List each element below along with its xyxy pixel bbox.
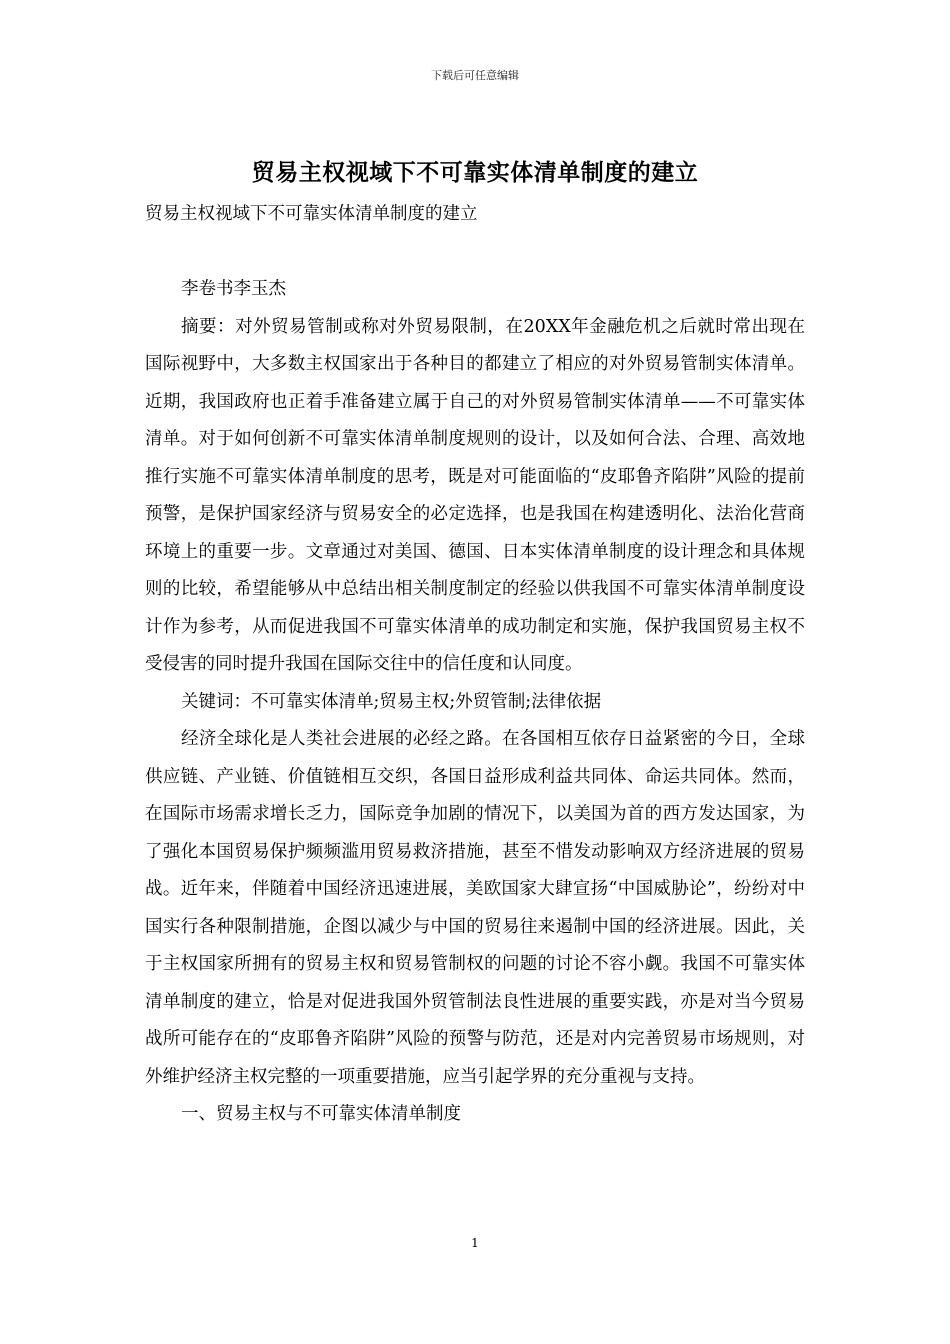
document-body (145, 196, 805, 1134)
keywords-paragraph: 关键词：不可靠实体清单;贸易主权;外贸管制;法律依据 (181, 691, 602, 712)
intro-paragraph: 经济全球化是人类社会进展的必经之路。在各国相互依存日益紧密的今日，全球供应链、产业链、价值链相互交织，各国日益形成利益共同体、命运共同体。然而，在国际市场需求增长乏力，国际竞争加剧的情况下，以美国为首的西方发达国家，为了强化本国贸易保护频频滥用贸易救济措施，甚至不惜发动影响双方经济进展的贸易战。近年来，伴随着中国经济迅速进展，美欧国家大肆宣扬“中国威胁论”，纷纷对中国实行各种限制措施，企图以减少与中国的贸易往来遏制中国的经济进展。因此，关于主权国家所拥有的贸易主权和贸易管制权的问题的讨论不容小觑。我国不可靠实体清单制度的建立，恰是对促进我国外贸管制法良性进展的重要实践，亦是对当今贸易战所可能存在的“皮耶鲁齐陷阱”风险的预警与防范，还是对内完善贸易市场规则，对外维护经济主权完整的一项重要措施，应当引起学界的充分重视与支持。 (145, 729, 805, 1087)
authors: 李卷书李玉杰 (181, 279, 286, 299)
document-title: 贸易主权视域下不可靠实体清单制度的建立 (251, 159, 699, 186)
page-number: 1 (471, 1236, 479, 1250)
header-note: 下载后可任意编辑 (431, 69, 519, 82)
section-heading: 一、贸易主权与不可靠实体清单制度 (181, 1104, 461, 1124)
abstract-paragraph: 摘要：对外贸易管制或称对外贸易限制，在20XX年金融危机之后就时常出现在国际视野中，大多数主权国家出于各种目的都建立了相应的对外贸易管制实体清单。近期，我国政府也正着手准备建立属于自己的对外贸易管制实体清单——不可靠实体清单。对于如何创新不可靠实体清单制度规则的设计，以及如何合法、合理、高效地推行实施不可靠实体清单制度的思考，既是对可能面临的“皮耶鲁齐陷阱”风险的提前预警，是保护国家经济与贸易安全的必定选择，也是我国在构建透明化、法治化营商环境上的重要一步。文章通过对美国、德国、日本实体清单制度的设计理念和具体规则的比较，希望能够从中总结出相关制度制定的经验以供我国不可靠实体清单制度设计作为参考，从而促进我国不可靠实体清单的成功制定和实施，保护我国贸易主权不受侵害的同时提升我国在国际交往中的信任度和认同度。 (145, 316, 805, 674)
document-subtitle: 贸易主权视域下不可靠实体清单制度的建立 (145, 204, 478, 224)
